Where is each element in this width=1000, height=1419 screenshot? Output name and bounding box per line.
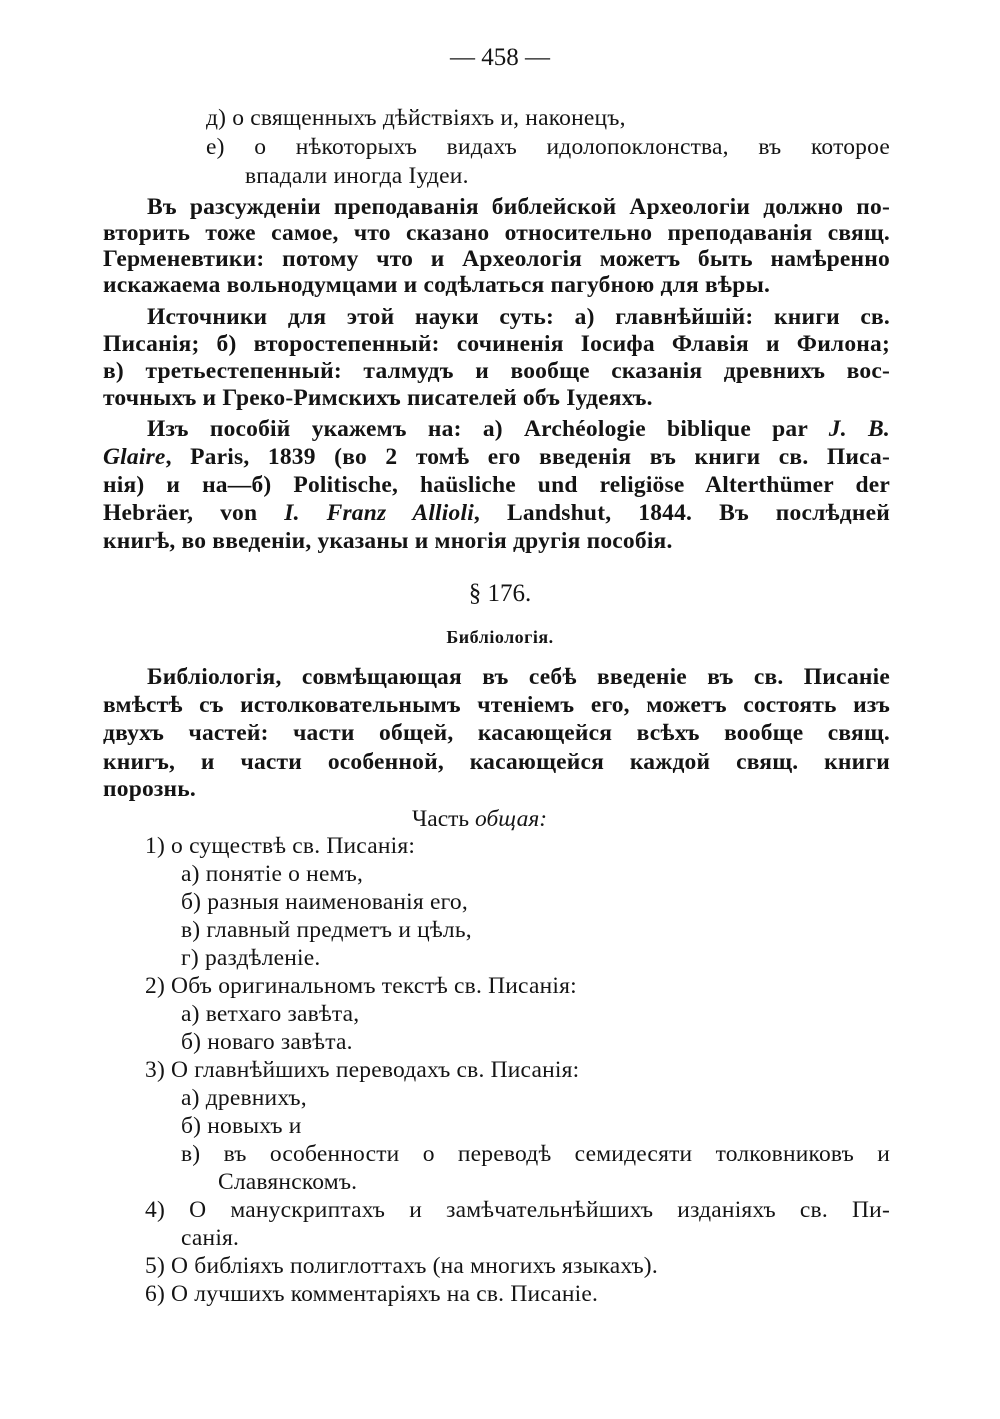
outline-subitem: в) главный предметъ и цѣль, <box>181 917 472 943</box>
outline-item-continued: санія. <box>181 1225 240 1251</box>
paragraph-line: Библіологія, совмѣщающая въ себѣ введеніе въ св. Писаніе <box>147 664 890 690</box>
section-title: Библіологія. <box>446 627 554 647</box>
paragraph-line: Hebräer, von I. Franz Allioli, Landshut, 1844. Въ послѣдней <box>103 500 890 526</box>
paragraph-line: двухъ частей: части общей, касающейся всѣхъ вообще свящ. <box>103 720 890 746</box>
paragraph-line: Источники для этой науки суть: а) главнѣйшій: книги св. <box>147 304 890 330</box>
paragraph-line: Въ разсужденіи преподаванія библейской Археологіи должно по- <box>147 194 890 220</box>
paragraph-line: искажаема вольнодумцами и содѣлаться пагубною для вѣры. <box>103 272 771 298</box>
outline-subitem-continued: Славянскомъ. <box>218 1169 358 1195</box>
outline-subitem: б) новыхъ и <box>181 1113 302 1139</box>
paragraph-line: нія) и на—б) Politische, haüsliche und religiöse Alterthümer der <box>103 472 890 498</box>
paragraph-line: Писанія; б) второстепенный: сочиненія Іосифа Флавія и Филона; <box>103 331 890 357</box>
paragraph-line: Герменевтики: потому что и Археологія можетъ быть намѣренно <box>103 246 890 272</box>
paragraph-line: книгъ, и части особенной, касающейся каждой свящ. книги <box>103 749 890 775</box>
list-item: д) о священныхъ дѣйствіяхъ и, наконецъ, <box>206 105 626 131</box>
paragraph-line: вмѣстѣ съ истолковательнымъ чтеніемъ его, можетъ состоять изъ <box>103 692 890 718</box>
outline-item: 3) О главнѣйшихъ переводахъ св. Писанія: <box>145 1057 580 1083</box>
paragraph-line: точныхъ и Греко-Римскихъ писателей объ Іудеяхъ. <box>103 385 653 411</box>
section-number: § 176. <box>468 580 532 607</box>
list-item: впадали иногда Іудеи. <box>245 163 469 189</box>
paragraph-line: порознь. <box>103 776 196 802</box>
outline-subitem: а) понятіе о немъ, <box>181 861 364 887</box>
outline-subitem: в) въ особенности о переводѣ семидесяти толковниковъ и <box>181 1141 890 1167</box>
outline-item: 5) О библіяхъ полиглоттахъ (на многихъ языкахъ). <box>145 1253 658 1279</box>
page-number: — 458 — <box>450 44 550 71</box>
outline-subitem: а) древнихъ, <box>181 1085 307 1111</box>
paragraph-line: книгѣ, во введеніи, указаны и многія другія пособія. <box>103 528 673 554</box>
outline-item: 2) Объ оригинальномъ текстѣ св. Писанія: <box>145 973 577 999</box>
list-item: е) о нѣкоторыхъ видахъ идолопоклонства, въ которое <box>206 134 890 160</box>
outline-subitem: б) разныя наименованія его, <box>181 889 468 915</box>
outline-item: 6) О лучшихъ комментаріяхъ на св. Писаніе. <box>145 1281 599 1307</box>
outline-subitem: б) новаго завѣта. <box>181 1029 353 1055</box>
paragraph-line: Изъ пособій укажемъ на: а) Archéologie biblique par J. B. <box>147 416 890 442</box>
paragraph-line: Glaire, Paris, 1839 (во 2 томѣ его введенія въ книги св. Писа- <box>103 444 890 470</box>
outline-item: 1) о существѣ св. Писанія: <box>145 833 416 859</box>
outline-item: 4) О манускриптахъ и замѣчательнѣйшихъ изданіяхъ св. Пи- <box>145 1197 890 1223</box>
part-heading: Часть общая: <box>412 806 548 832</box>
outline-subitem: г) раздѣленіе. <box>181 945 321 971</box>
outline-subitem: а) ветхаго завѣта, <box>181 1001 360 1027</box>
paragraph-line: вторить тоже самое, что сказано относительно преподаванія свящ. <box>103 220 890 246</box>
paragraph-line: в) третьестепенный: талмудъ и вообще сказанія древнихъ вос- <box>103 358 890 384</box>
